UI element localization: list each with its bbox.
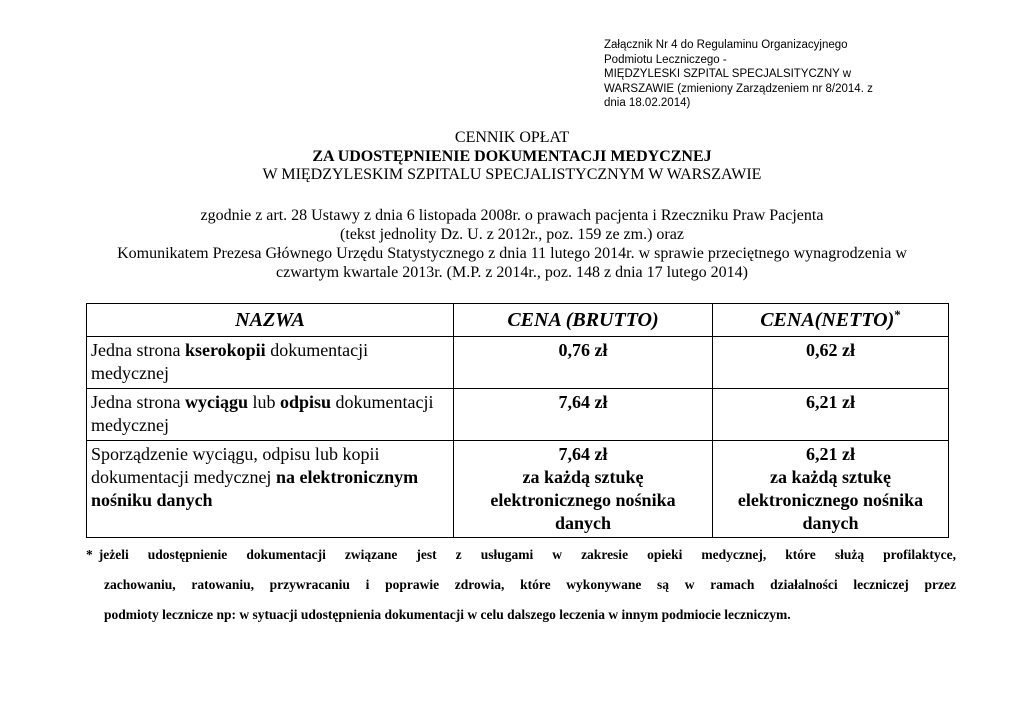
price-note: za każdą sztukę xyxy=(770,467,891,487)
footnote-line xyxy=(86,600,956,630)
annex-line: Podmiotu Leczniczego - xyxy=(604,53,727,66)
cell-text: Sporządzenie wyciągu, odpisu lub kopii dokumentacji medycznej xyxy=(91,444,380,487)
footnote-mark: * xyxy=(86,547,93,562)
legal-line: (tekst jednolity Dz. U. z 2012r., poz. 159 ze zm.) oraz xyxy=(340,226,684,243)
cell-text: Jedna strona xyxy=(91,340,185,360)
cell-netto xyxy=(713,441,949,538)
legal-basis xyxy=(0,206,1024,282)
price-value: 6,21 zł xyxy=(806,392,855,412)
cell-text: Jedna strona xyxy=(91,392,185,412)
cell-name xyxy=(87,441,454,538)
cell-text: dokumentacji medycznej xyxy=(91,392,434,435)
price-value: 7,64 zł xyxy=(558,444,608,464)
price-note: danych xyxy=(802,513,859,533)
title-line: CENNIK OPŁAT xyxy=(454,129,570,146)
price-note: danych xyxy=(554,513,612,533)
annex-line: dnia 18.02.2014) xyxy=(604,97,691,110)
footnote xyxy=(86,540,956,630)
price-value: 0,76 zł xyxy=(558,340,608,360)
table-row xyxy=(87,389,949,441)
price-table xyxy=(86,303,949,538)
price-value: 7,64 zł xyxy=(558,392,608,412)
price-value: 6,21 zł xyxy=(806,444,855,464)
header-netto xyxy=(713,304,949,337)
footnote-end: . xyxy=(787,607,791,622)
footnote-text: jeżeli udostępnienie dokumentacji związane jest z usługami w zakresie opieki medycznej, które służą profilaktyce, xyxy=(98,547,956,562)
table-row xyxy=(87,337,949,389)
header-netto-label: CENA(NETTO) xyxy=(760,308,895,331)
cell-text-bold: wyciągu xyxy=(184,392,248,412)
header-brutto xyxy=(454,304,713,337)
table-row xyxy=(87,441,949,538)
cell-text-bold: odpisu xyxy=(280,392,332,412)
title-line: ZA UDOSTĘPNIENIE DOKUMENTACJI MEDYCZNEJ xyxy=(312,147,712,165)
price-note: za każdą sztukę xyxy=(522,467,644,487)
cell-netto xyxy=(713,337,949,389)
annex-line: MIĘDZYLESKI SZPITAL SPECJALSITYCZNY w xyxy=(604,68,852,81)
cell-name xyxy=(87,389,454,441)
title-line: W MIĘDZYLESKIM SZPITALU SPECJALISTYCZNYM W WARSZAWIE xyxy=(262,166,762,183)
cell-text: dokumentacji medycznej xyxy=(91,340,369,383)
footnote-line xyxy=(86,540,956,570)
header-name-label: NAZWA xyxy=(235,308,305,331)
cell-text-bold: kserokopii xyxy=(184,340,266,360)
header-brutto-label: CENA (BRUTTO) xyxy=(507,308,659,331)
annex-line: WARSZAWIE (zmieniony Zarządzeniem nr 8/2014. z xyxy=(604,82,873,95)
annex-note xyxy=(604,38,904,111)
cell-brutto xyxy=(454,389,713,441)
cell-name xyxy=(87,337,454,389)
cell-text-bold: na elektronicznym nośniku danych xyxy=(91,467,419,510)
footnote-line: zachowaniu, ratowaniu, przywracaniu i poprawie zdrowia, które wykonywane są w ramach działalności leczniczej przez xyxy=(104,577,956,592)
cell-brutto xyxy=(454,441,713,538)
cell-brutto xyxy=(454,337,713,389)
document-title xyxy=(0,129,1024,185)
legal-line: czwartym kwartale 2013r. (M.P. z 2014r., poz. 148 z dnia 17 lutego 2014) xyxy=(276,264,748,281)
legal-line: zgodnie z art. 28 Ustawy z dnia 6 listopada 2008r. o prawach pacjenta i Rzeczniku Praw Pacjenta xyxy=(200,207,824,224)
cell-netto xyxy=(713,389,949,441)
footnote-mark: * xyxy=(894,306,901,322)
table-header-row xyxy=(87,304,949,337)
price-note: elektronicznego nośnika xyxy=(490,490,676,510)
annex-line: Załącznik Nr 4 do Regulaminu Organizacyjnego xyxy=(604,39,848,51)
price-note: elektronicznego nośnika xyxy=(737,490,924,510)
price-value: 0,62 zł xyxy=(806,340,855,360)
legal-line: Komunikatem Prezesa Głównego Urzędu Statystycznego z dnia 11 lutego 2014r. w sprawie przeciętnego wynagrodzenia w xyxy=(117,245,907,262)
footnote-text: podmioty lecznicze np: w sytuacji udostępnienia dokumentacji w celu dalszego leczenia w innym podmiocie leczniczym xyxy=(104,607,788,622)
cell-text: lub xyxy=(247,392,280,412)
header-name xyxy=(87,304,454,337)
